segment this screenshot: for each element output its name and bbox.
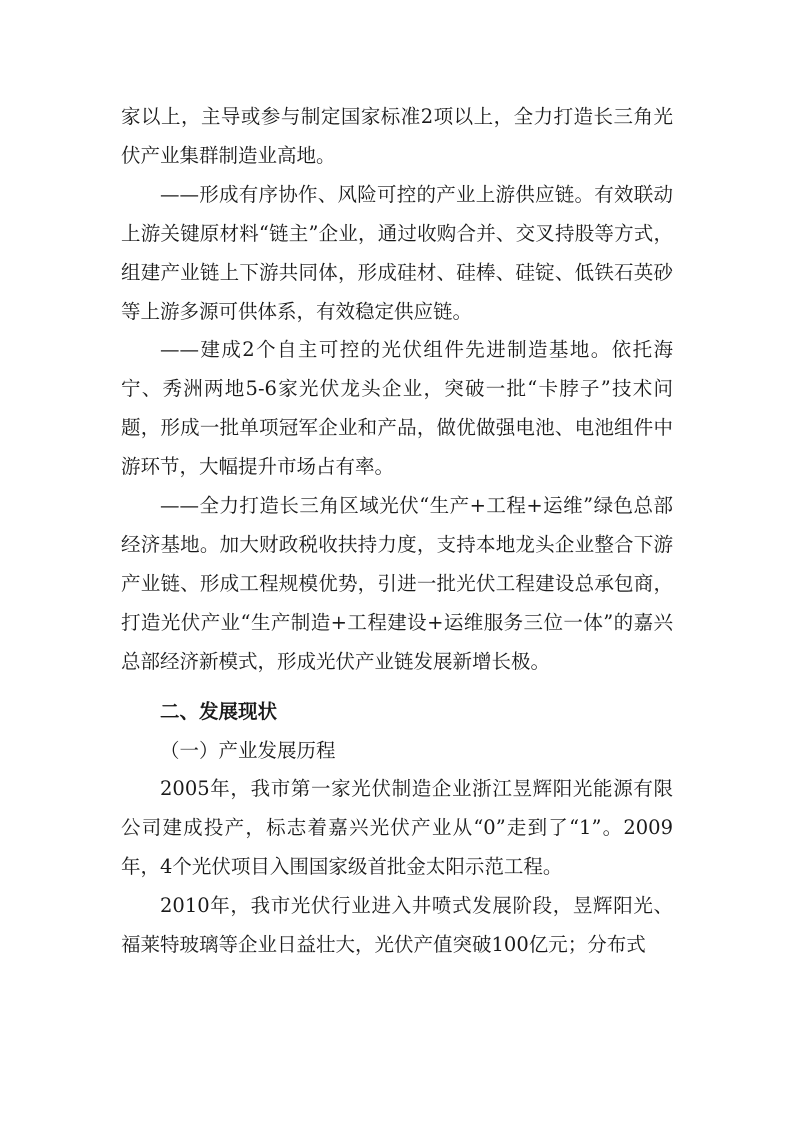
subsection-heading-history: （一）产业发展历程 (160, 738, 336, 762)
document-body (121, 98, 673, 965)
paragraph-continuation: 家以上，主导或参与制定国家标准2项以上，全力打造长三角光伏产业集群制造业高地。 (121, 105, 673, 167)
paragraph-2005: 2005年，我市第一家光伏制造企业浙江昱辉阳光能源有限公司建成投产，标志着嘉兴光伏产业从“0”走到了“1”。2009年，4个光伏项目入围国家级首批金太阳示范工程。 (121, 777, 673, 879)
paragraph-upstream-supply-chain: ——形成有序协作、风险可控的产业上游供应链。有效联动上游关键原材料“链主”企业，通过收购合并、交叉持股等方式，组建产业链上下游共同体，形成硅材、硅棒、硅锭、低铁石英砂等上游多源可供体系，有效稳定供应链。 (121, 182, 673, 323)
paragraph-manufacturing-bases: ——建成2个自主可控的光伏组件先进制造基地。依托海宁、秀洲两地5-6家光伏龙头企业，突破一批“卡脖子”技术问题，形成一批单项冠军企业和产品，做优做强电池、电池组件中游环节，大幅提升市场占有率。 (121, 338, 673, 479)
section-heading-development-status: 二、发展现状 (160, 699, 278, 723)
paragraph-headquarters-economy: ——全力打造长三角区域光伏“生产+工程+运维”绿色总部经济基地。加大财政税收扶持力度，支持本地龙头企业整合下游产业链、形成工程规模优势，引进一批光伏工程建设总承包商，打造光伏产业“生产制造+工程建设+运维服务三位一体”的嘉兴总部经济新模式，形成光伏产业链发展新增长极。 (121, 494, 673, 673)
paragraph-2010: 2010年，我市光伏行业进入井喷式发展阶段，昱辉阳光、福莱特玻璃等企业日益壮大，光伏产值突破100亿元；分布式 (121, 894, 673, 957)
